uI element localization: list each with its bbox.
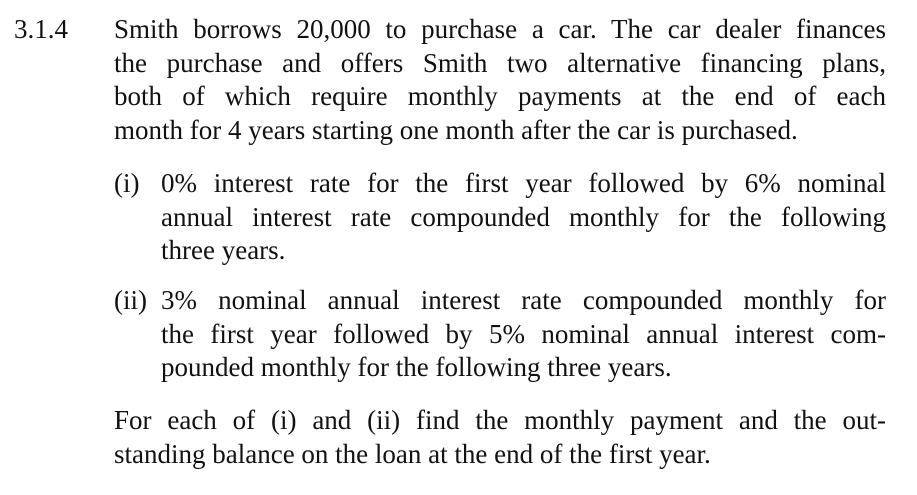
option-line: 3% nominal annual interest rate compounded monthly for xyxy=(161,285,886,315)
intro-line: Smith borrows 20,000 to purchase a car. The car dealer finances xyxy=(114,14,886,44)
intro-line: month for 4 years starting one month after the car is purchased. xyxy=(114,114,798,145)
option-i-label: (i) xyxy=(114,168,140,198)
question-line: For each of (i) and (ii) find the monthly payment and the out- xyxy=(114,405,886,435)
option-ii-label: (ii) xyxy=(114,285,147,315)
problem-question xyxy=(114,404,886,471)
option-ii-text xyxy=(161,284,886,385)
option-line: 0% interest rate for the first year followed by 6% nominal xyxy=(161,168,886,198)
option-line: annual interest rate compounded monthly for the following xyxy=(161,201,886,232)
problem-intro xyxy=(114,13,886,147)
option-line: three years. xyxy=(161,235,286,265)
option-i-text xyxy=(161,167,886,268)
intro-line: the purchase and offers Smith two alternative financing plans, xyxy=(114,47,886,78)
intro-line: both of which require monthly payments at the end of each xyxy=(114,81,886,111)
problem-number: 3.1.4 xyxy=(14,14,68,44)
question-line: standing balance on the loan at the end of the first year. xyxy=(114,438,711,469)
option-line: the first year followed by 5% nominal annual interest com- xyxy=(161,318,886,349)
option-line: pounded monthly for the following three years. xyxy=(161,352,672,382)
